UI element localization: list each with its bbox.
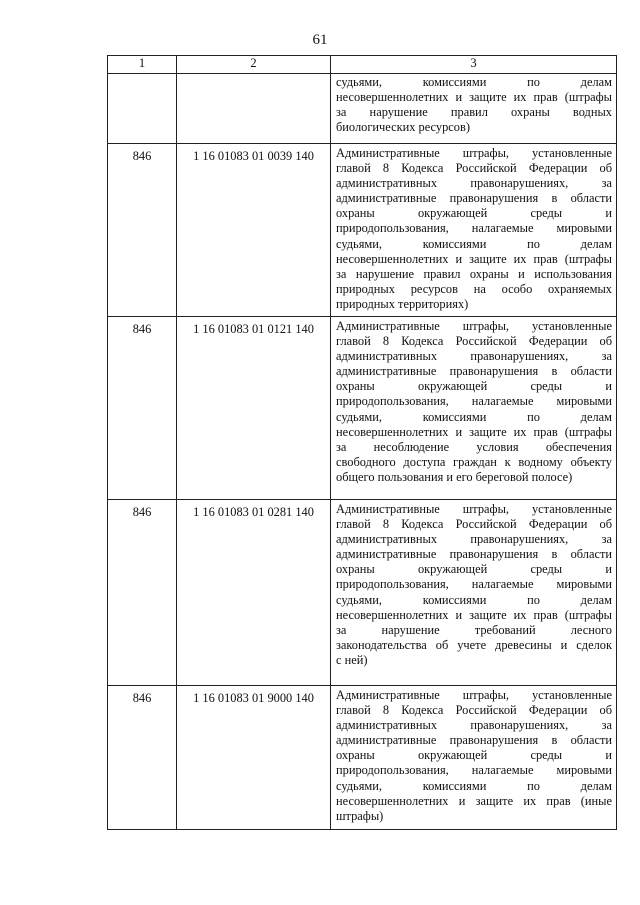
description-line: за нарушение требований лесного — [336, 622, 612, 637]
description-line: главой 8 Кодекса Российской Федерации об — [336, 334, 612, 349]
description-line: несовершеннолетних и защите их прав (штрафы — [336, 251, 612, 266]
description-line: природопользования, налагаемые мировыми — [336, 577, 612, 592]
description-line: Административные штрафы, установленные — [336, 146, 612, 160]
description-line: свободного доступа граждан к водному объекту — [336, 454, 612, 469]
description-line: несовершеннолетних и защите их прав (штрафы — [336, 90, 612, 105]
admin-code-cell: 846 — [108, 317, 177, 500]
page-number: 61 — [312, 32, 328, 48]
description-line: Административные штрафы, установленные — [336, 502, 612, 516]
table-row — [108, 317, 617, 500]
column-header-3: 3 — [331, 56, 617, 74]
description-line: административных правонарушениях, за — [336, 349, 612, 364]
table-row — [108, 500, 617, 686]
description-line: судьями, комиссиями по делам — [336, 75, 612, 89]
admin-code-cell: 846 — [108, 500, 177, 686]
description-cell — [331, 500, 617, 686]
column-header-2: 2 — [177, 56, 331, 74]
table-header-row — [108, 56, 617, 74]
admin-code-cell: 846 — [108, 686, 177, 830]
budget-code-cell: 1 16 01083 01 0039 140 — [177, 144, 331, 317]
description-line: за нарушение правил охраны и использования — [336, 266, 612, 281]
admin-code-cell: 846 — [108, 144, 177, 317]
description-line: судьями, комиссиями по делам — [336, 409, 612, 424]
description-line: законодательства об учете древесины и сделок — [336, 637, 612, 652]
description-line: общего пользования и его береговой полосе) — [336, 469, 573, 484]
description-line: несовершеннолетних и защите их прав (штрафы — [336, 607, 612, 622]
description-line: биологических ресурсов) — [336, 120, 470, 135]
admin-code-cell — [108, 74, 177, 144]
description-line: административные правонарушения в области — [336, 364, 612, 379]
description-line: главой 8 Кодекса Российской Федерации об — [336, 517, 612, 532]
table-row — [108, 686, 617, 830]
description-line: административные правонарушения в области — [336, 191, 612, 206]
budget-code-cell: 1 16 01083 01 0121 140 — [177, 317, 331, 500]
description-line: судьями, комиссиями по делам — [336, 778, 612, 793]
description-cell — [331, 144, 617, 317]
description-line: штрафы) — [336, 808, 384, 823]
description-line: Административные штрафы, установленные — [336, 688, 612, 702]
description-cell — [331, 317, 617, 500]
table-row — [108, 74, 617, 144]
description-line: природопользования, налагаемые мировыми — [336, 394, 612, 409]
description-line: несовершеннолетних и защите их прав (штрафы — [336, 424, 612, 439]
description-line: административных правонарушениях, за — [336, 176, 612, 191]
budget-code-cell — [177, 74, 331, 144]
description-line: судьями, комиссиями по делам — [336, 236, 612, 251]
description-line: природных территориях) — [336, 296, 469, 311]
description-line: природопользования, налагаемые мировыми — [336, 763, 612, 778]
description-line: главой 8 Кодекса Российской Федерации об — [336, 161, 612, 176]
description-line: природных ресурсов на особо охраняемых — [336, 281, 612, 296]
description-line: за нарушение правил охраны водных — [336, 105, 612, 120]
description-line: охраны окружающей среды и — [336, 206, 612, 221]
description-line: несовершеннолетних и защите их прав (иные — [336, 793, 612, 808]
description-cell — [331, 686, 617, 830]
description-cell — [331, 74, 617, 144]
description-line: охраны окружающей среды и — [336, 748, 612, 763]
description-line: за несоблюдение условия обеспечения — [336, 439, 612, 454]
description-line: охраны окружающей среды и — [336, 562, 612, 577]
description-line: административных правонарушениях, за — [336, 718, 612, 733]
budget-code-cell: 1 16 01083 01 9000 140 — [177, 686, 331, 830]
description-line: Административные штрафы, установленные — [336, 319, 612, 333]
description-line: административных правонарушениях, за — [336, 532, 612, 547]
description-line: с ней) — [336, 652, 368, 667]
description-line: охраны окружающей среды и — [336, 379, 612, 394]
table-row — [108, 144, 617, 317]
description-line: административные правонарушения в области — [336, 733, 612, 748]
description-line: главой 8 Кодекса Российской Федерации об — [336, 703, 612, 718]
description-line: судьями, комиссиями по делам — [336, 592, 612, 607]
column-header-1: 1 — [108, 56, 177, 74]
description-line: природопользования, налагаемые мировыми — [336, 221, 612, 236]
description-line: административные правонарушения в области — [336, 547, 612, 562]
budget-code-cell: 1 16 01083 01 0281 140 — [177, 500, 331, 686]
revenue-codes-table — [107, 55, 617, 830]
